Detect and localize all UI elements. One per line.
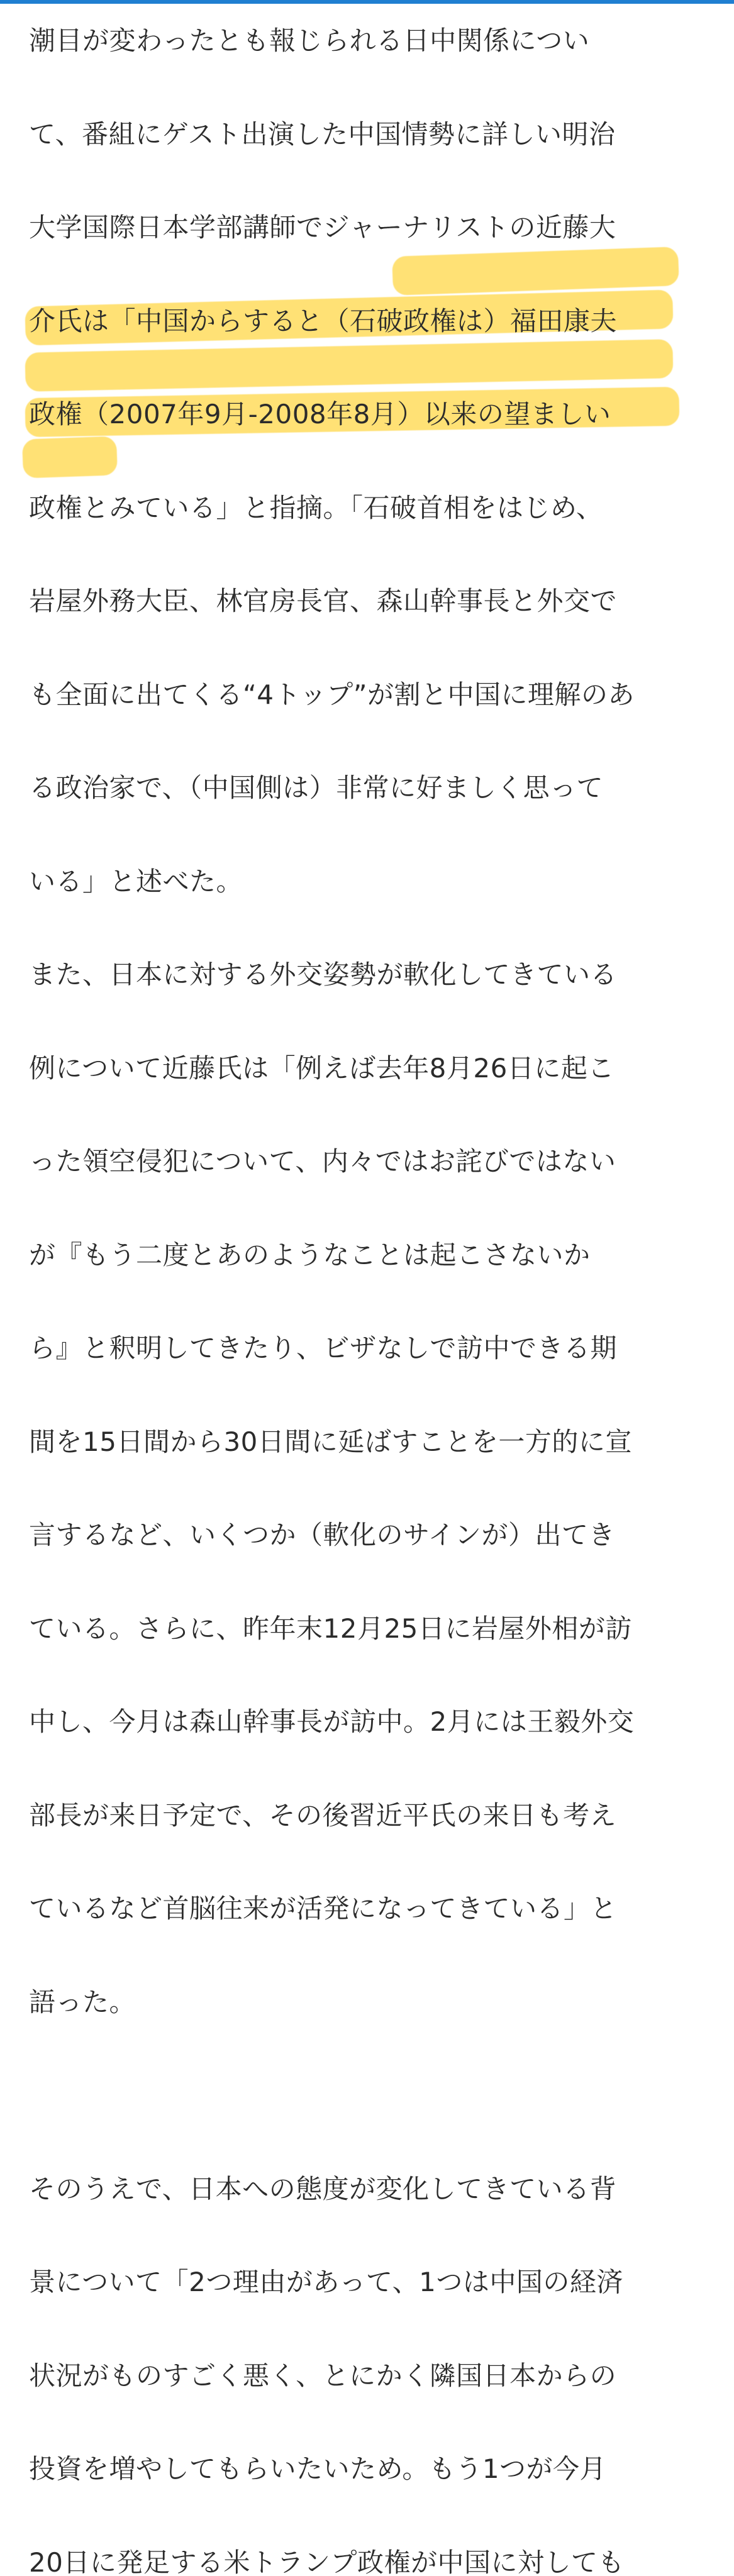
article-line: ら』と釈明してきたり、ビザなしで訪中できる期 bbox=[29, 1325, 715, 1372]
article-line: 例について近藤氏は「例えば去年8月26日に起こ bbox=[29, 1045, 715, 1092]
article-line: て、番組にゲスト出演した中国情勢に詳しい明治 bbox=[29, 111, 715, 158]
article-line: 介氏は「中国からすると（石破政権は）福田康夫 bbox=[29, 298, 715, 345]
article-line: る政治家で、（中国側は）非常に好ましく思って bbox=[29, 765, 715, 811]
article-body bbox=[29, 18, 715, 1321]
article-line: ている。さらに、昨年末12月25日に岩屋外相が訪 bbox=[29, 1606, 715, 1652]
article-line: ているなど首脳往来が活発になってきている」と bbox=[29, 1885, 715, 1932]
article-line: 政権（2007年9月-2008年8月）以来の望ましい bbox=[29, 391, 715, 438]
highlight-mark bbox=[22, 436, 118, 478]
article-line: 言するなど、いくつか（軟化のサインが）出てき bbox=[29, 1512, 715, 1558]
article-line: いる」と述べた。 bbox=[29, 858, 715, 905]
article-line: そのうえで、日本への態度が変化してきている背 bbox=[29, 2166, 715, 2212]
article-line: が『もう二度とあのようなことは起こさないか bbox=[29, 1232, 715, 1279]
article-line: 中し、今月は森山幹事長が訪中。2月には王毅外交 bbox=[29, 1699, 715, 1745]
article-line: 部長が来日予定で、その後習近平氏の来日も考え bbox=[29, 1792, 715, 1839]
article-line: 20日に発足する米トランプ政権が中国に対しても bbox=[29, 2540, 715, 2576]
article-line: 語った。 bbox=[29, 1979, 715, 2026]
article-line: 投資を増やしてもらいたいため。もう1つが今月 bbox=[29, 2446, 715, 2492]
article-line: また、日本に対する外交姿勢が軟化してきている bbox=[29, 952, 715, 998]
article-line: 大学国際日本学部講師でジャーナリストの近藤大 bbox=[29, 204, 715, 251]
article-line: 景について「2つ理由があって、1つは中国の経済 bbox=[29, 2259, 715, 2306]
article-line: った領空侵犯について、内々ではお詫びではない bbox=[29, 1138, 715, 1185]
article-line: 潮目が変わったとも報じられる日中関係につい bbox=[29, 18, 715, 64]
top-accent-bar bbox=[0, 0, 734, 4]
article-line: 間を15日間から30日間に延ばすことを一方的に宣 bbox=[29, 1419, 715, 1465]
article-line: 政権とみている」と指摘。「石破首相をはじめ、 bbox=[29, 485, 715, 531]
article-lines bbox=[29, 18, 715, 1321]
article-line: 状況がものすごく悪く、とにかく隣国日本からの bbox=[29, 2353, 715, 2399]
article-line bbox=[29, 2072, 715, 2119]
article-line: も全面に出てくる“4トップ”が割と中国に理解のあ bbox=[29, 672, 715, 718]
article-line: 岩屋外務大臣、林官房長官、森山幹事長と外交で bbox=[29, 578, 715, 625]
